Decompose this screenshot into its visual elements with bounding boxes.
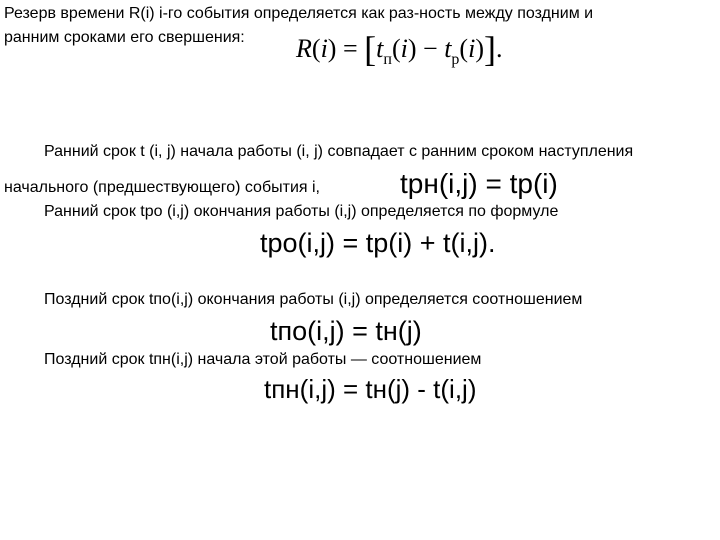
- formula-symbol-i: i: [320, 34, 328, 63]
- formula-paren: ): [475, 34, 484, 63]
- late-finish-text: Поздний срок tпо(i,j) окончания работы (i,j) определяется соотношением: [44, 291, 583, 308]
- late-start-formula: tпн(i,j) = tн(j) - t(i,j): [264, 374, 477, 404]
- formula-symbol-i: i: [400, 34, 408, 63]
- formula-equals: =: [336, 34, 365, 63]
- formula-symbol-i: i: [468, 34, 476, 63]
- formula-paren: (: [459, 34, 469, 63]
- early-start-formula: tрн(i,j) = tр(i): [400, 168, 558, 199]
- formula-paren: ): [327, 34, 337, 63]
- early-start-text-line-2: начального (предшествующего) события i,: [4, 179, 320, 196]
- early-finish-formula: tро(i,j) = tр(i) + t(i,j).: [260, 228, 496, 258]
- formula-right-bracket: ]: [484, 29, 496, 69]
- formula-minus: −: [416, 34, 445, 63]
- late-finish-formula: tпо(i,j) = tн(j): [270, 316, 422, 346]
- intro-text-line-1: Резерв времени R(i) i-го события определяется как раз-ность между поздним и: [4, 5, 594, 22]
- formula-symbol-r: R: [296, 34, 312, 63]
- late-start-text: Поздний срок tпн(i,j) начала этой работы — соотношением: [44, 351, 482, 368]
- formula-paren: (: [391, 34, 401, 63]
- formula-subscript-early: р: [451, 51, 460, 68]
- early-finish-text: Ранний срок tро (i,j) окончания работы (i,j) определяется по формуле: [44, 203, 559, 220]
- formula-symbol-t: t: [444, 34, 452, 63]
- formula-paren: ): [407, 34, 417, 63]
- intro-text-line-2: ранним сроками его свершения:: [4, 29, 245, 46]
- early-start-text-line-1: Ранний срок t (i, j) начала работы (i, j) совпадает с ранним сроком наступления: [44, 143, 634, 160]
- formula-subscript-late: п: [383, 51, 392, 68]
- formula-period: .: [496, 34, 503, 63]
- reserve-time-formula: [296, 29, 503, 77]
- formula-paren: (: [311, 34, 321, 63]
- formula-left-bracket: [: [364, 29, 377, 69]
- formula-symbol-t: t: [376, 34, 384, 63]
